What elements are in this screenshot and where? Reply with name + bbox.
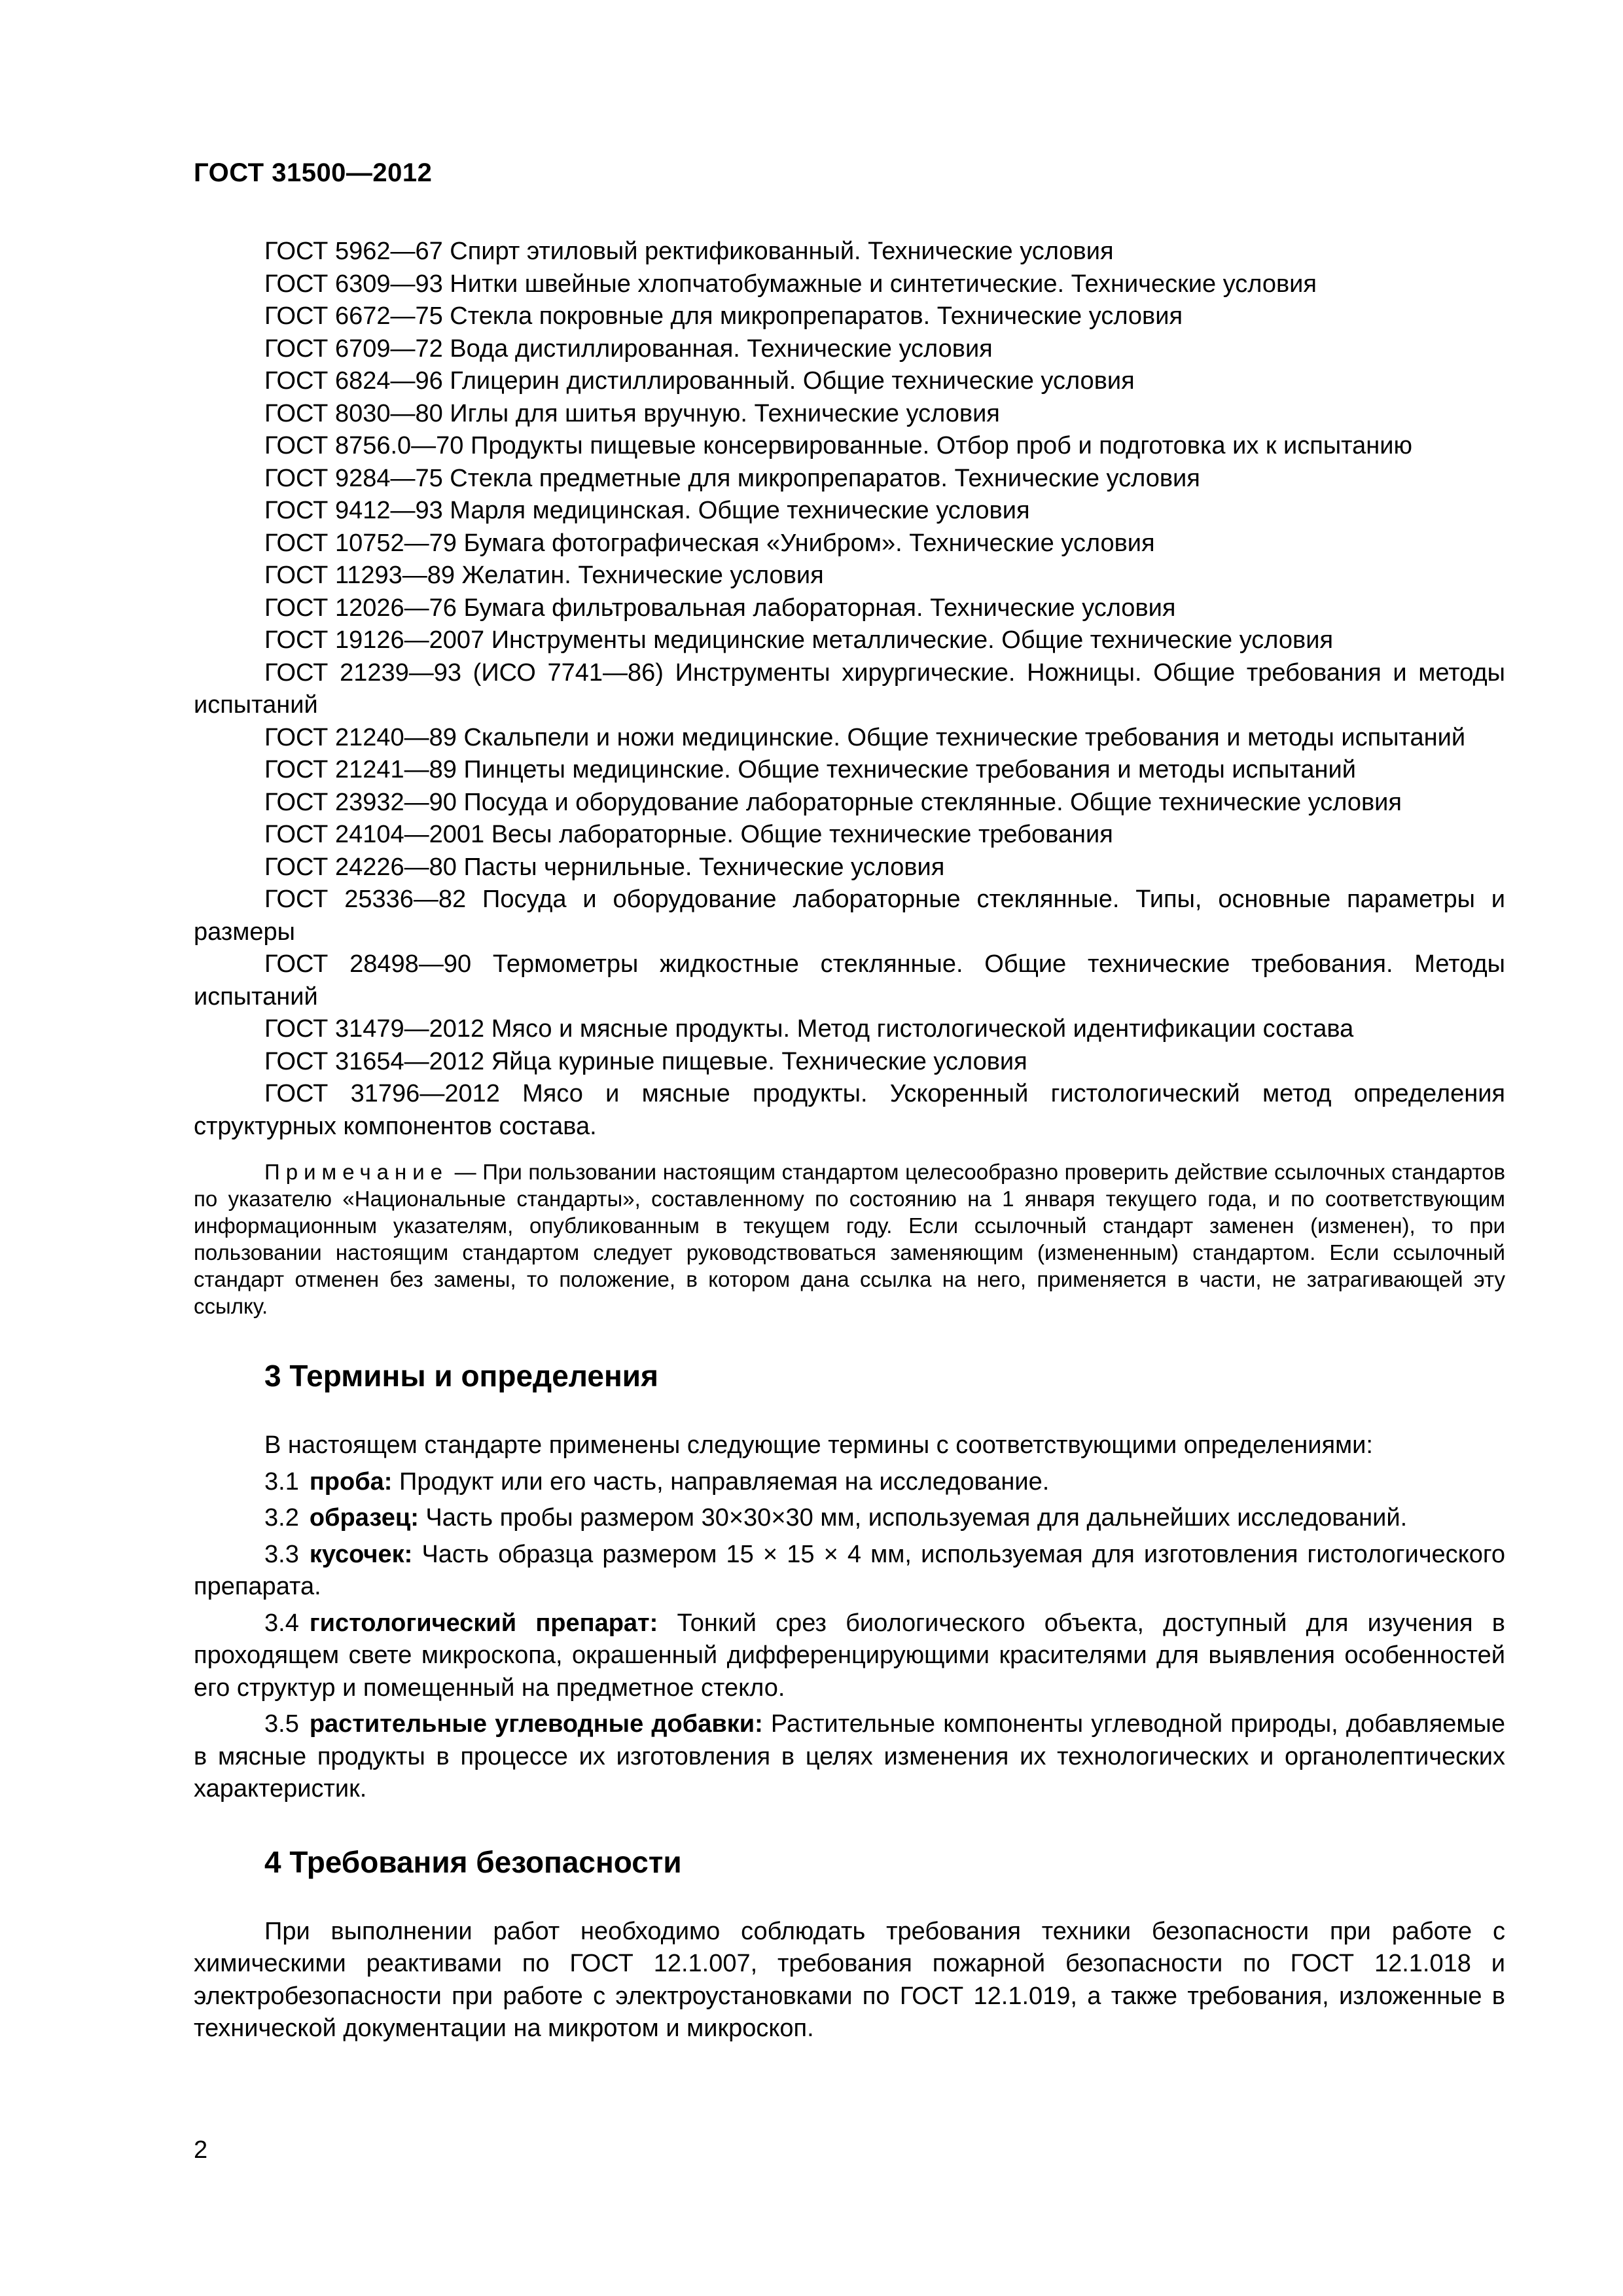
note-label: Примечание: [264, 1160, 449, 1184]
normative-references: [194, 236, 1505, 1143]
term-text: Часть пробы размером 30×30×30 мм, используемая для дальнейших исследований.: [418, 1504, 1408, 1532]
section-3-heading: 3 Термины и определения: [264, 1359, 658, 1393]
term-definition: [194, 1607, 1505, 1705]
term-number: 3.2: [264, 1504, 299, 1532]
term-definition: [194, 1539, 1505, 1604]
section-4-heading: 4 Требования безопасности: [264, 1844, 682, 1879]
term-text: Тонкий срез биологического объекта, доступный для изучения в проходящем свете микроскопа, окрашенный дифференцирующими красителями для выявления особенностей его структур и помещенный на предметное стекло.: [194, 1609, 1505, 1702]
reference-item: ГОСТ 9284—75 Стекла предметные для микропрепаратов. Технические условия: [264, 464, 1200, 492]
reference-item: ГОСТ 6309—93 Нитки швейные хлопчатобумажные и синтетические. Технические условия: [264, 270, 1317, 298]
reference-item: ГОСТ 21240—89 Скальпели и ножи медицинские. Общие технические требования и методы испытаний: [264, 723, 1466, 751]
reference-item: ГОСТ 6672—75 Стекла покровные для микропрепаратов. Технические условия: [264, 302, 1183, 330]
reference-item: ГОСТ 5962—67 Спирт этиловый ректификованный. Технические условия: [264, 238, 1114, 265]
reference-item: ГОСТ 25336—82 Посуда и оборудование лабораторные стеклянные. Типы, основные параметры и размеры: [194, 886, 1505, 946]
term-text: Растительные компоненты углеводной природы, добавляемые в мясные продукты в процессе их изготовления в целях изменения их технологических и органолептических характеристик.: [194, 1710, 1505, 1803]
reference-item: ГОСТ 6824—96 Глицерин дистиллированный. Общие технические условия: [264, 367, 1135, 395]
reference-item: ГОСТ 31654—2012 Яйца куриные пищевые. Технические условия: [264, 1047, 1027, 1075]
reference-item: ГОСТ 8030—80 Иглы для шитья вручную. Технические условия: [264, 399, 1000, 427]
reference-item: ГОСТ 6709—72 Вода дистиллированная. Технические условия: [264, 334, 993, 363]
term-number: 3.5: [264, 1710, 299, 1738]
reference-item: ГОСТ 23932—90 Посуда и оборудование лабораторные стеклянные. Общие технические условия: [264, 788, 1402, 816]
reference-item: ГОСТ 24226—80 Пасты чернильные. Технические условия: [264, 853, 945, 881]
reference-item: ГОСТ 28498—90 Термометры жидкостные стеклянные. Общие технические требования. Методы испытаний: [194, 950, 1505, 1011]
reference-item: ГОСТ 24104—2001 Весы лабораторные. Общие технические требования: [264, 821, 1113, 848]
reference-item: ГОСТ 31796—2012 Мясо и мясные продукты. Ускоренный гистологический метод определения структурных компонентов состава.: [194, 1080, 1505, 1140]
reference-item: ГОСТ 21241—89 Пинцеты медицинские. Общие технические требования и методы испытаний: [264, 756, 1356, 783]
reference-item: ГОСТ 11293—89 Желатин. Технические условия: [264, 562, 824, 589]
term-definition: [194, 1502, 1505, 1535]
term-name: кусочек:: [309, 1540, 413, 1568]
reference-item: ГОСТ 12026—76 Бумага фильтровальная лабораторная. Технические условия: [264, 594, 1176, 622]
document-header: ГОСТ 31500—2012: [194, 158, 433, 187]
note-paragraph: [194, 1158, 1505, 1319]
term-number: 3.1: [264, 1467, 299, 1496]
term-name: проба:: [309, 1467, 393, 1496]
term-name: образец:: [309, 1504, 419, 1532]
term-text: Продукт или его часть, направляемая на исследование.: [392, 1467, 1050, 1496]
page: [194, 157, 1505, 2049]
note-text: — При пользовании настоящим стандартом целесообразно проверить действие ссылочных стандартов по указателю «Национальные стандарты», составленному по состоянию на 1 января текущего года, и по соответствующим информационным указателям, опубликованным в текущем году. Если ссылочный стандарт заменен (изменен), то при пользовании настоящим стандартом следует руководствоваться заменяющим (измененным) стандартом. Если ссылочный стандарт отменен без замены, то положение, в котором дана ссылка на него, применяется в части, не затрагивающей эту ссылку.: [194, 1160, 1505, 1318]
term-name: гистологический препарат:: [309, 1609, 658, 1637]
page-number: 2: [194, 2136, 208, 2164]
term-definition: [194, 1466, 1505, 1499]
reference-item: ГОСТ 31479—2012 Мясо и мясные продукты. Метод гистологической идентификации состава: [264, 1015, 1354, 1043]
section-3-intro: В настоящем стандарте применены следующие термины с соответствующими определениями:: [264, 1431, 1373, 1459]
term-definition: [194, 1708, 1505, 1806]
reference-item: ГОСТ 19126—2007 Инструменты медицинские металлические. Общие технические условия: [264, 626, 1334, 654]
reference-item: ГОСТ 8756.0—70 Продукты пищевые консервированные. Отбор проб и подготовка их к испытанию: [264, 432, 1412, 459]
term-text: Часть образца размером 15 × 15 × 4 мм, используемая для изготовления гистологического препарата.: [194, 1540, 1505, 1600]
term-number: 3.3: [264, 1540, 299, 1568]
reference-item: ГОСТ 21239—93 (ИСО 7741—86) Инструменты хирургические. Ножницы. Общие требования и методы испытаний: [194, 658, 1505, 719]
term-number: 3.4: [264, 1609, 299, 1637]
reference-item: ГОСТ 9412—93 Марля медицинская. Общие технические условия: [264, 497, 1030, 524]
section-4-text: При выполнении работ необходимо соблюдать требования техники безопасности при работе с химическими реактивами по ГОСТ 12.1.007, требования пожарной безопасности по ГОСТ 12.1.018 и электробезопасности при работе с электроустановками по ГОСТ 12.1.019, а также требования, изложенные в технической документации на микротом и микроскоп.: [194, 1917, 1505, 2042]
reference-item: ГОСТ 10752—79 Бумага фотографическая «Унибром». Технические условия: [264, 529, 1155, 557]
term-name: растительные углеводные добавки:: [309, 1710, 763, 1738]
